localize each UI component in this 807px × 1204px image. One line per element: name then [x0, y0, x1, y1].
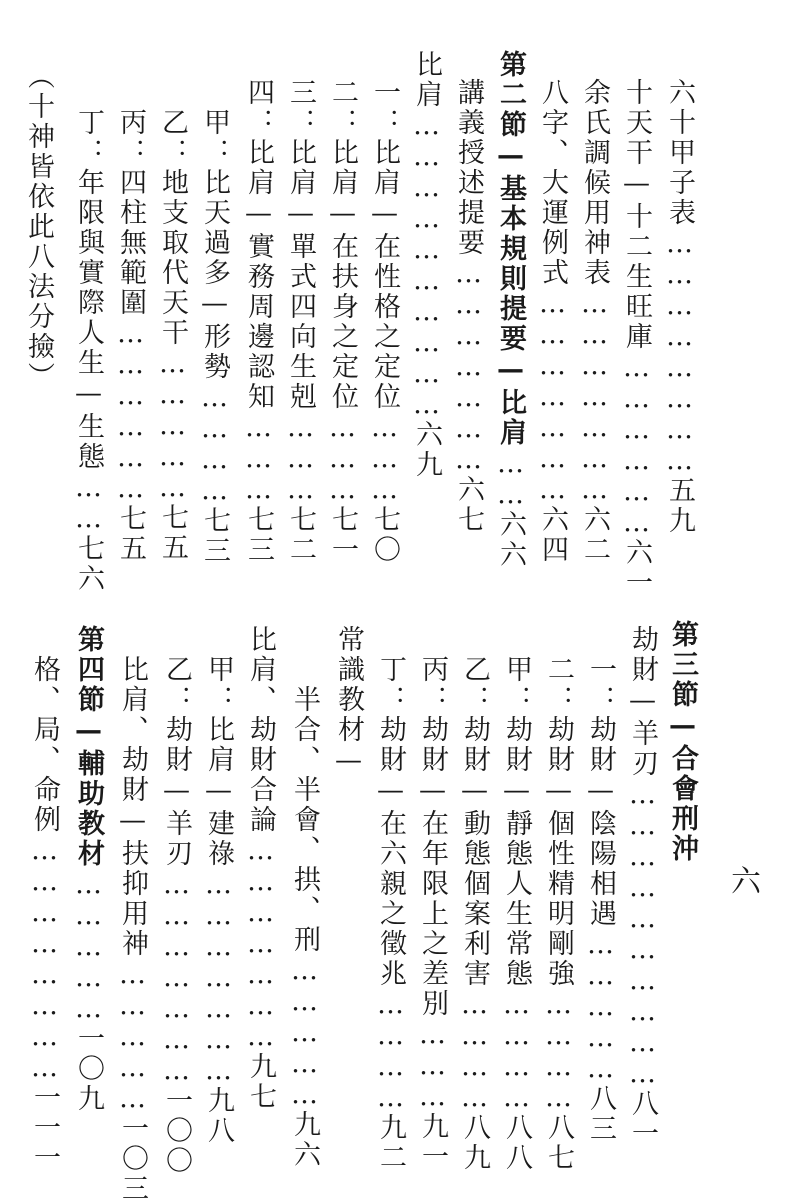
toc-entry[interactable]: [620, 78, 652, 598]
entry-page: 九六: [289, 1110, 320, 1170]
entry-title: 丙：四柱無範圍: [115, 108, 146, 318]
entry-title: 六十甲子表: [664, 78, 695, 228]
leader-dots: …………………: [453, 258, 484, 475]
entry-title: 比肩、劫財—扶抑用神: [117, 655, 148, 959]
toc-entry[interactable]: [116, 655, 148, 1204]
entry-title: 一：比肩—在性格之定位: [369, 78, 400, 412]
entry-title: 乙：劫財—動態個案利害: [459, 655, 490, 989]
toc-entry[interactable]: [410, 50, 442, 480]
leader-dots: ………: [417, 1019, 448, 1112]
entry-page: 六一: [621, 538, 652, 598]
entry-page: 一〇九: [73, 1024, 104, 1114]
entry-title: 劫財—羊刃: [627, 625, 658, 779]
leader-dots: ……………: [585, 929, 616, 1084]
leader-dots: ……: [495, 448, 526, 510]
toc-entry[interactable]: [156, 108, 188, 563]
leader-dots: ……: [73, 472, 104, 534]
toc-entry[interactable]: [332, 625, 364, 779]
leader-dots: ………: [285, 412, 316, 505]
leader-dots: …………………: [161, 869, 192, 1086]
toc-entry[interactable]: [584, 655, 616, 1144]
entry-title: 講義授述提要: [453, 78, 484, 258]
entry-page: 八三: [585, 1084, 616, 1144]
leader-dots: …………: [459, 989, 490, 1113]
toc-entry[interactable]: [536, 78, 568, 565]
entry-page: 七三: [243, 505, 274, 565]
entry-title: 格、局、命例: [29, 655, 60, 835]
toc-entry[interactable]: [458, 655, 490, 1173]
toc-section-heading[interactable]: [666, 620, 698, 864]
entry-page: 九八: [203, 1086, 234, 1146]
toc-entry[interactable]: [114, 108, 146, 564]
entry-title: 二：劫財—個性精明剛強: [543, 655, 574, 989]
entry-page: 五九: [664, 476, 695, 536]
entry-page: 九一: [417, 1112, 448, 1172]
leader-dots: ……………………: [29, 835, 60, 1083]
leader-dots: ………………: [621, 352, 652, 538]
entry-page: 六六: [495, 510, 526, 570]
entry-page: 一〇三: [117, 1114, 148, 1204]
entry-title: 比肩: [411, 50, 442, 110]
leader-dots: ………………: [115, 318, 146, 504]
toc-entry[interactable]: [288, 685, 320, 1170]
leader-dots: ……………: [289, 955, 320, 1110]
entry-title: 乙：地支取代天干: [157, 108, 188, 348]
entry-title: 丙：劫財—在年限上之差別: [417, 655, 448, 1019]
toc-entry[interactable]: [198, 108, 230, 566]
entry-page: 一〇〇: [161, 1086, 192, 1176]
leader-dots: …………………………: [627, 779, 658, 1089]
entry-page: 七一: [327, 505, 358, 565]
entry-page: 六七: [453, 475, 484, 535]
toc-entry[interactable]: [368, 78, 400, 565]
toc-entry[interactable]: [500, 655, 532, 1173]
toc-entry[interactable]: [284, 78, 316, 565]
toc-entry[interactable]: [202, 655, 234, 1146]
toc-entry[interactable]: [326, 78, 358, 565]
toc-section-heading[interactable]: [72, 625, 104, 1114]
note-text: （十神皆依此八法分撿）: [23, 62, 54, 392]
entry-title: 甲：劫財—靜態人生常態: [501, 655, 532, 989]
entry-page: 七〇: [369, 505, 400, 565]
entry-title: 三：比肩—單式四向生剋: [285, 78, 316, 412]
leader-dots: …………………: [245, 835, 276, 1052]
toc-entry[interactable]: [542, 655, 574, 1173]
entry-title: 半合、半會、拱、刑: [289, 685, 320, 955]
section-title: 第三節—合會刑沖: [667, 620, 698, 864]
leader-dots: ……………………: [664, 228, 695, 476]
entry-title: 十天干—十二生旺庫: [621, 78, 652, 352]
entry-title: 常識教材—: [333, 625, 364, 779]
entry-page: 七六: [73, 534, 104, 594]
leader-dots: ……………: [157, 348, 188, 503]
entry-page: 八八: [501, 1113, 532, 1173]
section-title: 第四節—輔助教材: [73, 625, 104, 869]
entry-page: 七二: [285, 505, 316, 565]
entry-page: 七五: [157, 503, 188, 563]
toc-entry[interactable]: [374, 655, 406, 1173]
toc-entry[interactable]: [626, 625, 658, 1149]
entry-title: 乙：劫財—羊刃: [161, 655, 192, 869]
toc-entry[interactable]: [416, 655, 448, 1172]
entry-page: 八九: [459, 1113, 490, 1173]
entry-title: 丁：年限與實際人生—生態: [73, 108, 104, 472]
entry-page: 九七: [245, 1052, 276, 1112]
entry-title: 二：比肩—在扶身之定位: [327, 78, 358, 412]
toc-entry[interactable]: [72, 108, 104, 594]
toc-entry[interactable]: [28, 655, 60, 1173]
entry-title: 甲：比肩—建祿: [203, 655, 234, 869]
toc-entry[interactable]: [578, 78, 610, 565]
page-number: 六: [725, 865, 760, 895]
entry-page: 九二: [375, 1113, 406, 1173]
entry-title: 一：劫財—陰陽相遇: [585, 655, 616, 929]
toc-entry[interactable]: [242, 78, 274, 565]
toc-entry[interactable]: [663, 78, 695, 536]
leader-dots: …………: [199, 382, 230, 506]
leader-dots: …………: [543, 989, 574, 1113]
leader-dots: ……………: [73, 869, 104, 1024]
leader-dots: …………………: [537, 288, 568, 505]
entry-page: 八一: [627, 1089, 658, 1149]
leader-dots: …………………: [203, 869, 234, 1086]
toc-note: [22, 62, 54, 392]
entry-title: 甲：比天過多—形勢: [199, 108, 230, 382]
entry-page: 八七: [543, 1113, 574, 1173]
entry-page: 六二: [579, 505, 610, 565]
leader-dots: ………: [369, 412, 400, 505]
leader-dots: …………………: [579, 288, 610, 505]
leader-dots: …………………………: [411, 110, 442, 420]
toc-section-heading[interactable]: [494, 50, 526, 570]
toc-entry[interactable]: [244, 625, 276, 1112]
entry-title: 余氏調候用神表: [579, 78, 610, 288]
entry-page: 七三: [199, 506, 230, 566]
entry-title: 丁：劫財—在六親之徵兆: [375, 655, 406, 989]
leader-dots: ………: [327, 412, 358, 505]
toc-entry[interactable]: [160, 655, 192, 1176]
entry-page: 六四: [537, 505, 568, 565]
entry-title: 四：比肩—實務周邊認知: [243, 78, 274, 412]
leader-dots: ……………: [117, 959, 148, 1114]
entry-page: 七五: [115, 504, 146, 564]
entry-page: 六九: [411, 420, 442, 480]
toc-entry[interactable]: [452, 78, 484, 535]
leader-dots: …………: [375, 989, 406, 1113]
entry-page: 一一一: [29, 1083, 60, 1173]
section-title: 第二節—基本規則提要—比肩: [495, 50, 526, 448]
entry-title: 比肩、劫財合論: [245, 625, 276, 835]
leader-dots: ………: [243, 412, 274, 505]
entry-title: 八字、大運例式: [537, 78, 568, 288]
leader-dots: …………: [501, 989, 532, 1113]
